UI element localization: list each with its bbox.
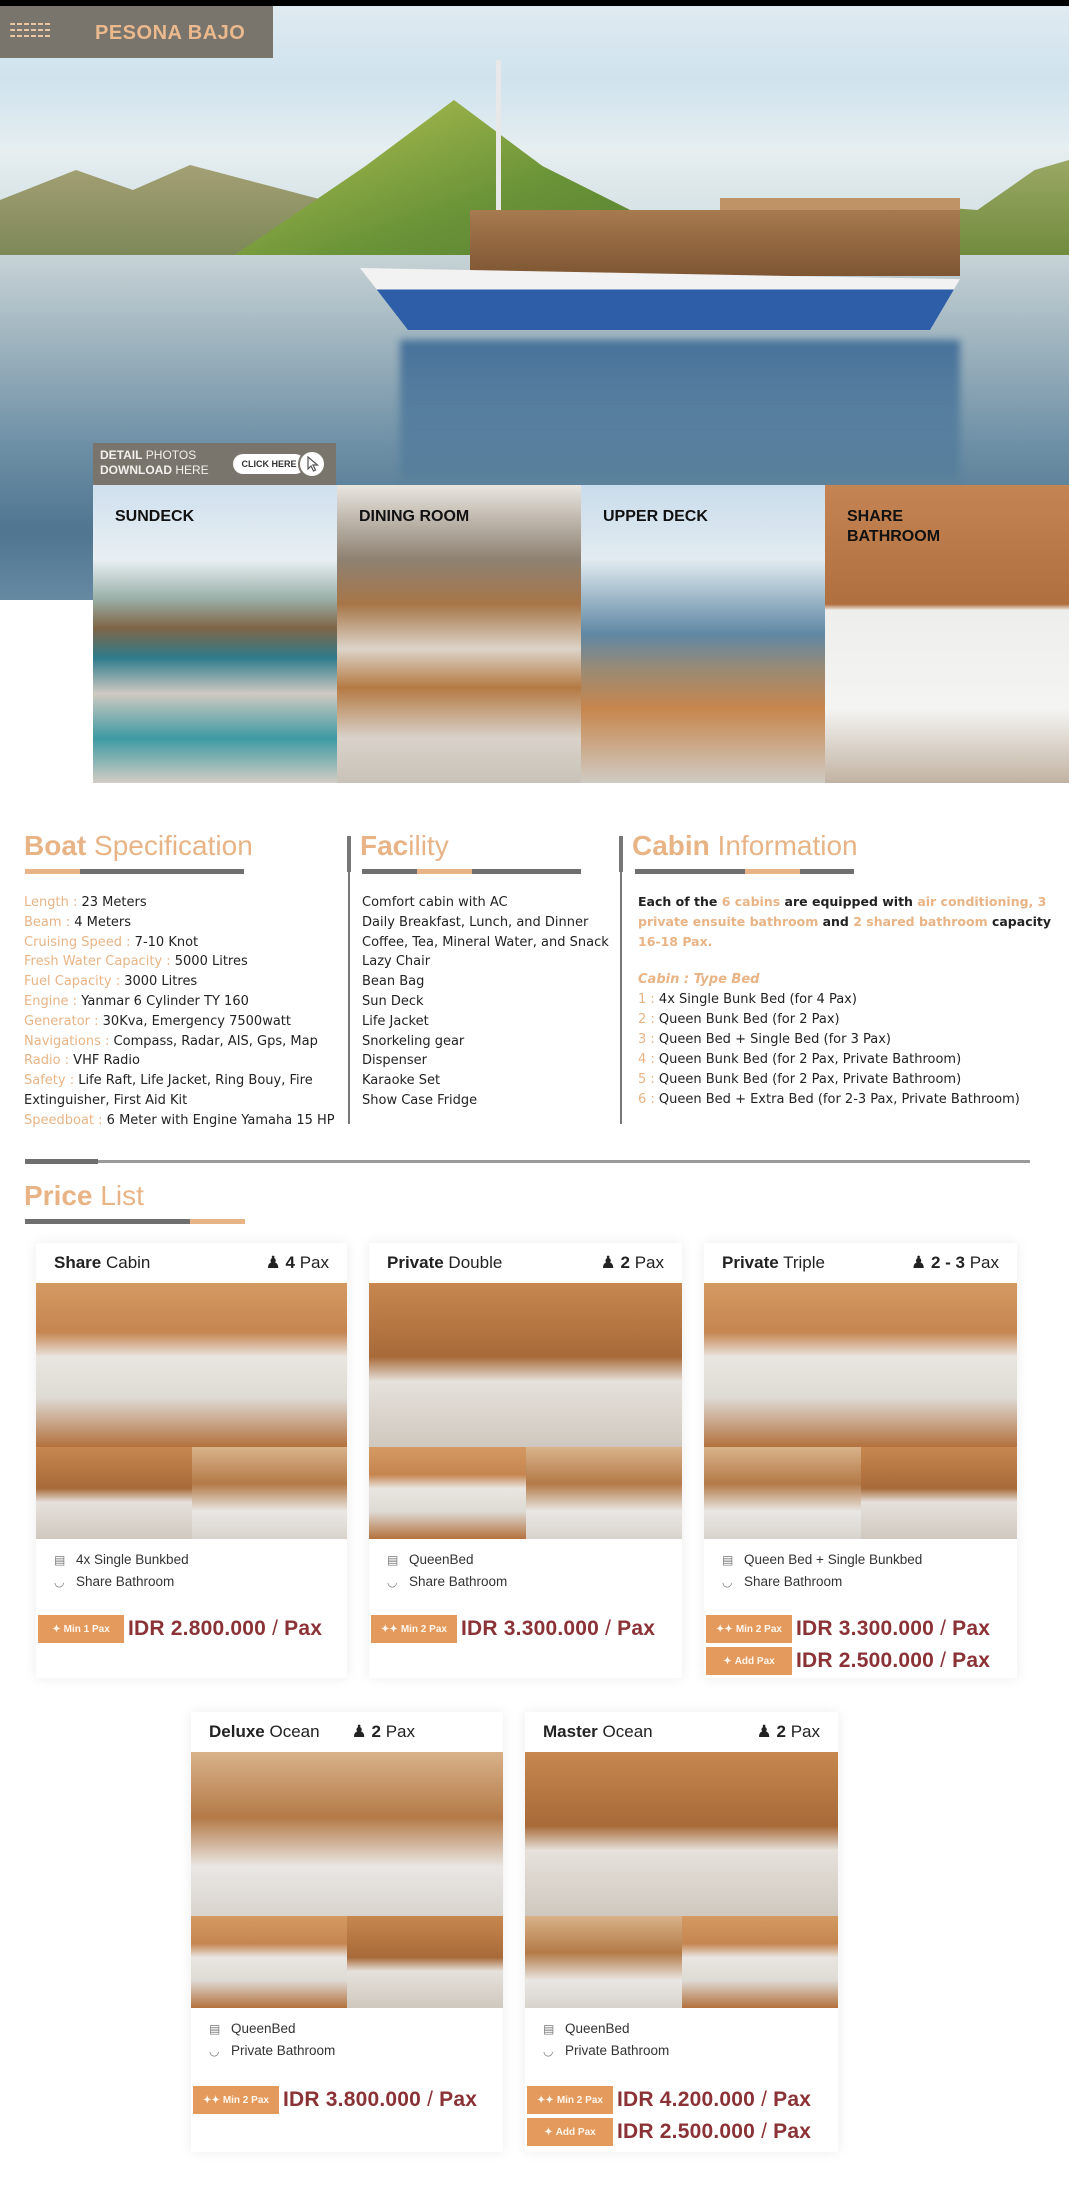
facility-item: Show Case Fridge (362, 1092, 478, 1108)
brand-header (0, 6, 273, 58)
people-icon: ✦✦ (716, 1623, 733, 1635)
price-amount: IDR 3.300.000 / Pax (461, 1617, 656, 1640)
facility-item: Snorkeling gear (362, 1033, 465, 1049)
facility-item: Sun Deck (362, 993, 424, 1009)
card-header (543, 1722, 820, 1746)
people-icon: ✦✦ (203, 2094, 220, 2106)
bathtub-icon: ◡ (387, 1575, 398, 1589)
facility-item: Bean Bag (362, 974, 425, 990)
min-pax-badge: ✦✦ Min 2 Pax (371, 1615, 457, 1643)
price-amount: IDR 2.800.000 / Pax (128, 1617, 323, 1640)
cabin-features: ▤ Queen Bed + Single Bunkbed ◡ Share Bathroom (722, 1549, 922, 1593)
person-icon: ♟ (756, 1722, 772, 1741)
facility-item: Karaoke Set (362, 1073, 441, 1089)
title-underline (362, 869, 417, 874)
price-row (527, 2118, 811, 2146)
title-underline-accent (190, 1219, 245, 1224)
cabin-name: Master Ocean (543, 1722, 653, 1741)
cabin-features: ▤ QueenBed ◡ Private Bathroom (209, 2018, 335, 2062)
cabin-photo-collage[interactable] (704, 1283, 1017, 1539)
price-card-private-double[interactable] (369, 1243, 682, 1678)
price-row (38, 1615, 322, 1643)
min-pax-badge: ✦ Min 1 Pax (38, 1615, 124, 1643)
price-row (371, 1615, 655, 1643)
column-divider (620, 836, 622, 1124)
card-header (54, 1253, 329, 1277)
cabin-type-item: 5 : Queen Bunk Bed (for 2 Pax, Private Bathroom) (638, 1072, 962, 1087)
photo-label: SHARE BATHROOM (847, 508, 941, 545)
bathtub-icon: ◡ (209, 2044, 220, 2058)
min-pax-badge: ✦✦ Min 2 Pax (706, 1615, 792, 1643)
cabin-type-item: 3 : Queen Bed + Single Bed (for 3 Pax) (638, 1032, 891, 1047)
facility-item: Comfort cabin with AC (362, 895, 508, 910)
title-underline-accent (417, 869, 472, 874)
price-amount: IDR 3.800.000 / Pax (283, 2088, 478, 2111)
boat-photo-grid (93, 485, 1069, 783)
price-card-share-cabin[interactable] (36, 1243, 347, 1678)
cabin-type-item: 2 : Queen Bunk Bed (for 2 Pax) (638, 1012, 840, 1027)
boat-spec-title: Boat Specification (24, 830, 253, 861)
min-pax-badge: ✦✦ Min 2 Pax (193, 2086, 279, 2114)
people-icon: ✦✦ (537, 2094, 554, 2106)
brand-name: PESONA BAJO (95, 22, 246, 44)
cabin-type-item: 6 : Queen Bed + Extra Bed (for 2-3 Pax, Private Bathroom) (638, 1092, 1020, 1107)
spec-item: Speedboat : 6 Meter with Engine Yamaha 15 HP (24, 1112, 335, 1128)
pax-count: ♟ 2 Pax (600, 1253, 664, 1272)
boat-reflection (400, 340, 960, 480)
title-underline-accent (25, 869, 80, 874)
spec-item: Radio : VHF Radio (24, 1053, 140, 1069)
cabin-photo-collage[interactable] (369, 1283, 682, 1539)
boat-cabin (470, 210, 960, 276)
facility-item: Life Jacket (362, 1013, 429, 1029)
person-icon: ♟ (265, 1253, 281, 1272)
card-header (387, 1253, 664, 1277)
spec-item: Engine : Yanmar 6 Cylinder TY 160 (24, 993, 249, 1009)
add-pax-badge: ✦ Add Pax (706, 1647, 792, 1675)
person-icon: ✦ (52, 1623, 61, 1635)
photo-label: SUNDECK (115, 508, 195, 525)
bed-icon: ▤ (54, 1553, 66, 1567)
bathtub-icon: ◡ (543, 2044, 554, 2058)
column-divider (348, 836, 350, 1124)
spec-item: Cruising Speed : 7-10 Knot (24, 934, 199, 950)
cabin-name: Private Double (387, 1253, 503, 1272)
price-amount: IDR 2.500.000 / Pax (796, 1649, 991, 1672)
spec-item: Navigations : Compass, Radar, AIS, Gps, Map (24, 1033, 318, 1049)
person-icon: ✦ (723, 1655, 732, 1667)
bed-icon: ▤ (722, 1553, 734, 1567)
cabin-intro-text: Each of the 6 cabins are equipped with air conditioning, 3 private ensuite bathroom and 2 shared bathroom capacity 16-18 Pax. (638, 894, 1052, 949)
cabin-name: Share Cabin (54, 1253, 151, 1272)
price-card-master-ocean[interactable] (525, 1712, 838, 2152)
cabin-photo-collage[interactable] (36, 1283, 347, 1539)
cursor-pointer-icon[interactable] (298, 450, 326, 478)
photo-dining-room[interactable] (337, 485, 581, 783)
cabin-info-title: Cabin Information (632, 830, 858, 861)
person-icon: ♟ (600, 1253, 616, 1272)
facility-item: Coffee, Tea, Mineral Water, and Snack (362, 934, 609, 950)
cabin-name: Private Triple (722, 1253, 825, 1272)
cabin-photo-collage[interactable] (191, 1752, 503, 2008)
person-icon: ♟ (910, 1253, 927, 1272)
waves-logo-icon (10, 23, 52, 41)
price-amount: IDR 2.500.000 / Pax (617, 2120, 812, 2143)
price-card-private-triple[interactable] (704, 1243, 1017, 1678)
spec-item: Fresh Water Capacity : 5000 Litres (24, 954, 248, 970)
cabin-type-item: 1 : 4x Single Bunk Bed (for 4 Pax) (638, 992, 857, 1007)
photo-label: DINING ROOM (359, 508, 470, 525)
cabin-features: ▤ QueenBed ◡ Private Bathroom (543, 2018, 669, 2062)
spec-item: Generator : 30Kva, Emergency 7500watt (24, 1013, 291, 1029)
person-icon: ♟ (351, 1722, 367, 1741)
pax-count: ♟ 2 Pax (756, 1722, 820, 1741)
cabin-features: ▤ 4x Single Bunkbed ◡ Share Bathroom (54, 1549, 189, 1593)
pax-count: ♟ 2 - 3 Pax (910, 1253, 999, 1272)
price-amount: IDR 4.200.000 / Pax (617, 2088, 812, 2111)
facility-title: Facility (360, 830, 449, 861)
price-row (193, 2086, 477, 2114)
title-underline-accent (745, 869, 800, 874)
cabin-type-heading: Cabin : Type Bed (638, 972, 760, 987)
spec-item: Safety : Life Raft, Life Jacket, Ring Bouy, Fire (24, 1073, 313, 1089)
cabin-features: ▤ QueenBed ◡ Share Bathroom (387, 1549, 507, 1593)
add-pax-badge: ✦ Add Pax (527, 2118, 613, 2146)
spec-item: Beam : 4 Meters (24, 914, 132, 930)
price-row (706, 1647, 990, 1675)
price-row (527, 2086, 811, 2114)
spec-item: Fuel Capacity : 3000 Litres (24, 974, 198, 990)
price-amount: IDR 3.300.000 / Pax (796, 1617, 991, 1640)
card-header (209, 1722, 485, 1746)
bathtub-icon: ◡ (722, 1575, 733, 1589)
detail-photos-banner[interactable] (93, 443, 336, 485)
pax-count: ♟ 4 Pax (265, 1253, 329, 1272)
bed-icon: ▤ (543, 2022, 555, 2036)
section-divider (25, 1160, 1030, 1163)
cabin-photo-collage[interactable] (525, 1752, 838, 2008)
photo-sundeck[interactable] (93, 485, 337, 783)
spec-item: Extinguisher, First Aid Kit (24, 1092, 188, 1108)
photo-label: UPPER DECK (603, 508, 708, 525)
click-here-button[interactable]: CLICK HERE (233, 454, 305, 474)
min-pax-badge: ✦✦ Min 2 Pax (527, 2086, 613, 2114)
title-underline (25, 1219, 190, 1224)
facility-item: Lazy Chair (362, 954, 431, 970)
facility-item: Dispenser (362, 1053, 427, 1069)
price-card-deluxe-ocean[interactable] (191, 1712, 503, 2152)
cabin-type-list (638, 970, 1020, 1110)
facility-list (362, 893, 622, 1111)
boat-spec-list (24, 893, 354, 1131)
photo-share-bathroom[interactable] (825, 485, 1069, 783)
title-underline (800, 869, 854, 874)
detail-photos-text: DETAIL PHOTOS DOWNLOAD HERE (100, 448, 209, 477)
title-underline (80, 869, 244, 874)
people-icon: ✦✦ (381, 1623, 398, 1635)
bathtub-icon: ◡ (54, 1575, 65, 1589)
person-icon: ✦ (544, 2126, 553, 2138)
spec-item: Length : 23 Meters (24, 895, 147, 910)
bed-icon: ▤ (387, 1553, 399, 1567)
bed-icon: ▤ (209, 2022, 221, 2036)
card-header (722, 1253, 999, 1277)
cabin-type-item: 4 : Queen Bunk Bed (for 2 Pax, Private Bathroom) (638, 1052, 962, 1067)
photo-upper-deck[interactable] (581, 485, 825, 783)
title-underline (472, 869, 581, 874)
cabin-name: Deluxe Ocean (209, 1722, 320, 1741)
price-row (706, 1615, 990, 1643)
title-underline (635, 869, 745, 874)
facility-item: Daily Breakfast, Lunch, and Dinner (362, 914, 589, 930)
pax-count: ♟ 2 Pax (351, 1722, 415, 1741)
price-list-title: Price List (24, 1180, 144, 1211)
